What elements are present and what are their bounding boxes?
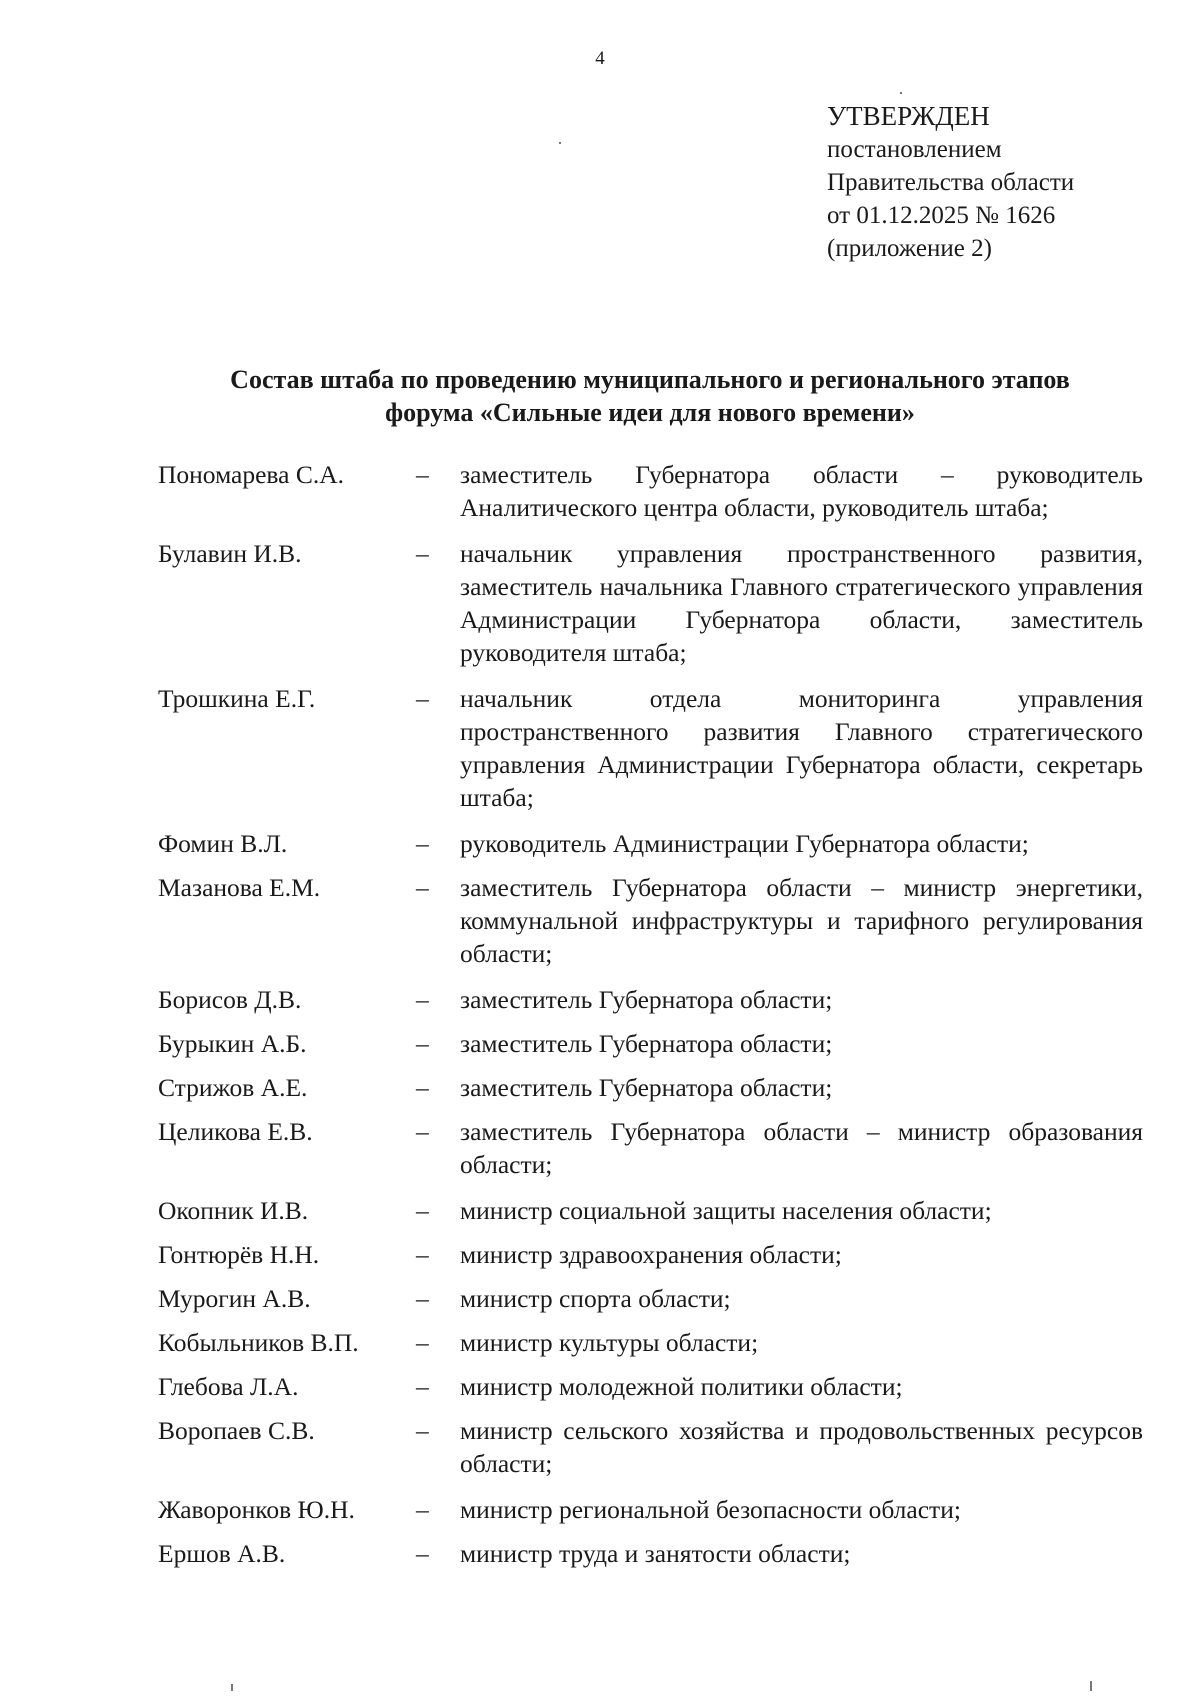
separator-dash: – (416, 1029, 429, 1058)
separator-dash: – (416, 1372, 429, 1401)
member-row (158, 1282, 1143, 1315)
title-line-1: Состав штаба по проведению муниципального и регионального этапов (230, 365, 1070, 394)
member-name: Булавин И.В. (158, 539, 302, 568)
member-row (158, 1537, 1143, 1570)
scan-speck (559, 142, 561, 144)
document-title (120, 363, 1180, 429)
member-row (158, 983, 1143, 1016)
member-position: заместитель Губернатора области; (460, 1073, 833, 1102)
separator-dash: – (416, 1416, 429, 1445)
member-position: руководитель Администрации Губернатора области; (460, 829, 1029, 858)
member-position: заместитель Губернатора области; (460, 1029, 833, 1058)
member-row (158, 1326, 1143, 1359)
page-number: 4 (595, 48, 605, 69)
member-position: заместитель Губернатора области – руководитель Аналитического центра области, руководитель штаба; (460, 460, 1143, 522)
member-row (158, 1493, 1143, 1526)
member-row (158, 458, 1143, 524)
member-name: Борисов Д.В. (158, 985, 302, 1014)
member-row (158, 1238, 1143, 1271)
separator-dash: – (416, 1073, 429, 1102)
scan-speck (1090, 1681, 1092, 1691)
member-position: министр социальной защиты населения области; (460, 1196, 992, 1225)
member-name: Гонтюрёв Н.Н. (158, 1240, 320, 1269)
approval-line: постановлением (827, 136, 1002, 163)
member-position: министр спорта области; (460, 1284, 731, 1313)
member-row (158, 1115, 1143, 1181)
member-position: начальник управления пространственного развития, заместитель начальника Главного стратегического управления Администрации Губернатора области, заместитель руководителя штаба; (460, 539, 1143, 667)
scan-speck (900, 92, 902, 94)
member-name: Трошкина Е.Г. (158, 684, 316, 713)
approval-line: Правительства области (827, 169, 1075, 196)
member-position: министр культуры области; (460, 1328, 759, 1357)
separator-dash: – (416, 1240, 429, 1269)
member-name: Мазанова Е.М. (158, 873, 321, 902)
title-line-2: форума «Сильные идеи для нового времени» (385, 398, 915, 427)
separator-dash: – (416, 460, 429, 489)
member-position: министр здравоохранения области; (460, 1240, 842, 1269)
member-position: заместитель Губернатора области – министр энергетики, коммунальной инфраструктуры и тарифного регулирования области; (460, 873, 1143, 968)
member-row (158, 1194, 1143, 1227)
member-row (158, 1027, 1143, 1060)
member-row (158, 1370, 1143, 1403)
separator-dash: – (416, 1284, 429, 1313)
member-row (158, 1414, 1143, 1480)
member-name: Мурогин А.В. (158, 1284, 311, 1313)
member-row (158, 827, 1143, 860)
member-name: Фомин В.Л. (158, 829, 288, 858)
member-row (158, 682, 1143, 814)
member-row (158, 537, 1143, 669)
member-name: Стрижов А.Е. (158, 1073, 308, 1102)
separator-dash: – (416, 1117, 429, 1146)
separator-dash: – (416, 1495, 429, 1524)
member-name: Целикова Е.В. (158, 1117, 313, 1146)
separator-dash: – (416, 1539, 429, 1568)
approval-line: от 01.12.2025 № 1626 (827, 202, 1056, 229)
separator-dash: – (416, 873, 429, 902)
member-position: министр труда и занятости области; (460, 1539, 851, 1568)
separator-dash: – (416, 1328, 429, 1357)
member-position: министр региональной безопасности области; (460, 1495, 961, 1524)
approval-title: УТВЕРЖДЕН (827, 101, 990, 131)
member-name: Пономарева С.А. (158, 460, 344, 489)
member-name: Окопник И.В. (158, 1196, 309, 1225)
member-row (158, 1071, 1143, 1104)
separator-dash: – (416, 1196, 429, 1225)
separator-dash: – (416, 539, 429, 568)
member-position: министр сельского хозяйства и продовольственных ресурсов области; (460, 1416, 1143, 1478)
member-name: Воропаев С.В. (158, 1416, 315, 1445)
member-position: начальник отдела мониторинга управления пространственного развития Главного стратегического управления Администрации Губернатора области, секретарь штаба; (460, 684, 1143, 812)
member-name: Глебова Л.А. (158, 1372, 299, 1401)
member-row (158, 871, 1143, 970)
separator-dash: – (416, 985, 429, 1014)
approval-stamp (827, 100, 1074, 265)
members-list (158, 458, 1143, 1570)
member-name: Кобыльников В.П. (158, 1328, 359, 1357)
member-name: Жаворонков Ю.Н. (158, 1495, 355, 1524)
separator-dash: – (416, 684, 429, 713)
separator-dash: – (416, 829, 429, 858)
approval-line: (приложение 2) (827, 235, 992, 262)
member-name: Ершов А.В. (158, 1539, 286, 1568)
scan-speck (231, 1684, 233, 1691)
member-position: заместитель Губернатора области – министр образования области; (460, 1117, 1143, 1179)
member-name: Бурыкин А.Б. (158, 1029, 307, 1058)
member-position: заместитель Губернатора области; (460, 985, 833, 1014)
member-position: министр молодежной политики области; (460, 1372, 903, 1401)
